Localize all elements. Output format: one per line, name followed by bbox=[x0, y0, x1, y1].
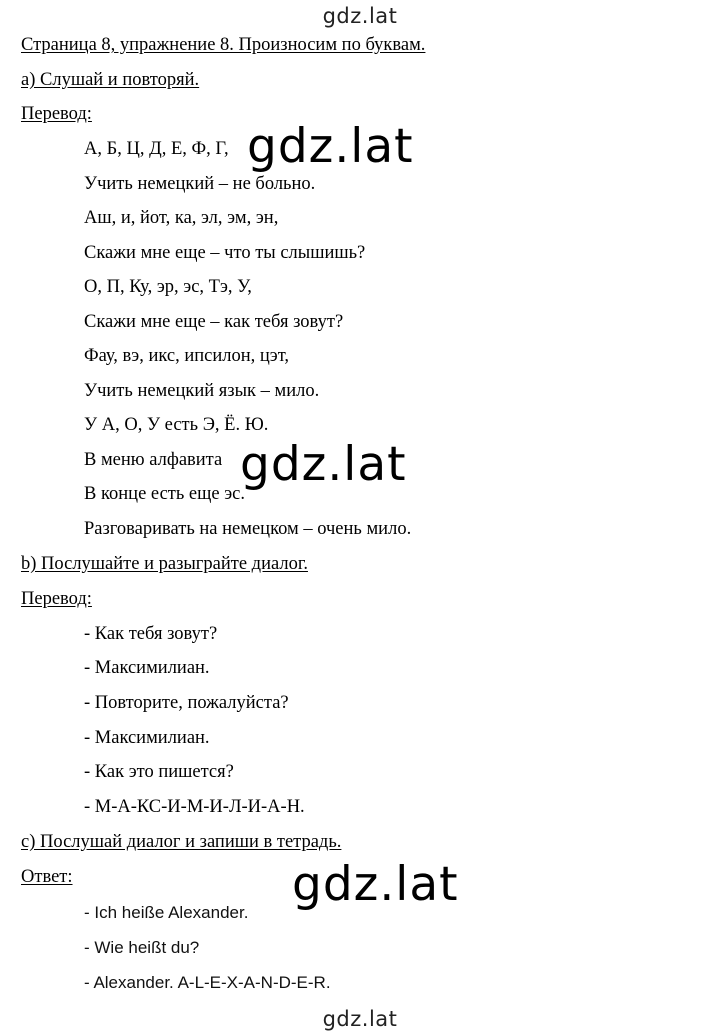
poem-line: В меню алфавита bbox=[84, 450, 223, 470]
section-b-heading: b) Послушайте и разыграйте диалог. bbox=[21, 554, 308, 574]
poem-line: О, П, Ку, эр, эс, Тэ, У, bbox=[84, 277, 252, 297]
dialog-line: - Максимилиан. bbox=[84, 658, 210, 678]
poem-line: Аш, и, йот, ка, эл, эм, эн, bbox=[84, 208, 279, 228]
poem-line: В конце есть еще эс. bbox=[84, 484, 245, 504]
poem-line: Учить немецкий – не больно. bbox=[84, 174, 316, 194]
answer-line: - Alexander. A-L-E-X-A-N-D-E-R. bbox=[84, 973, 331, 992]
poem-line: Скажи мне еще – что ты слышишь? bbox=[84, 243, 366, 263]
section-b-label: Перевод: bbox=[21, 589, 92, 609]
watermark-large: gdz.lat bbox=[247, 119, 414, 174]
dialog-line: - Повторите, пожалуйста? bbox=[84, 693, 289, 713]
section-c-heading: c) Послушай диалог и запиши в тетрадь. bbox=[21, 832, 342, 852]
answer-line: - Ich heiße Alexander. bbox=[84, 903, 249, 922]
poem-line: Разговаривать на немецком – очень мило. bbox=[84, 519, 412, 539]
watermark-large: gdz.lat bbox=[240, 437, 407, 492]
dialog-line: - Максимилиан. bbox=[84, 728, 210, 748]
dialog-line: - Как это пишется? bbox=[84, 762, 234, 782]
section-a-label: Перевод: bbox=[21, 104, 92, 124]
poem-line: Фау, вэ, икс, ипсилон, цэт, bbox=[84, 346, 290, 366]
section-c-label: Ответ: bbox=[21, 867, 73, 887]
section-a-heading: a) Слушай и повторяй. bbox=[21, 70, 200, 90]
watermark-large: gdz.lat bbox=[292, 857, 459, 912]
poem-line: Учить немецкий язык – мило. bbox=[84, 381, 320, 401]
poem-line: У А, О, У есть Э, Ё. Ю. bbox=[84, 415, 269, 435]
watermark-top: gdz.lat bbox=[322, 4, 398, 28]
dialog-line: - М-А-КС-И-М-И-Л-И-А-Н. bbox=[84, 797, 305, 817]
poem-line: А, Б, Ц, Д, Е, Ф, Г, bbox=[84, 139, 229, 159]
page-title: Страница 8, упражнение 8. Произносим по буквам. bbox=[21, 35, 426, 55]
watermark-bottom: gdz.lat bbox=[322, 1007, 398, 1031]
dialog-line: - Как тебя зовут? bbox=[84, 624, 218, 644]
poem-line: Скажи мне еще – как тебя зовут? bbox=[84, 312, 344, 332]
answer-line: - Wie heißt du? bbox=[84, 938, 200, 957]
